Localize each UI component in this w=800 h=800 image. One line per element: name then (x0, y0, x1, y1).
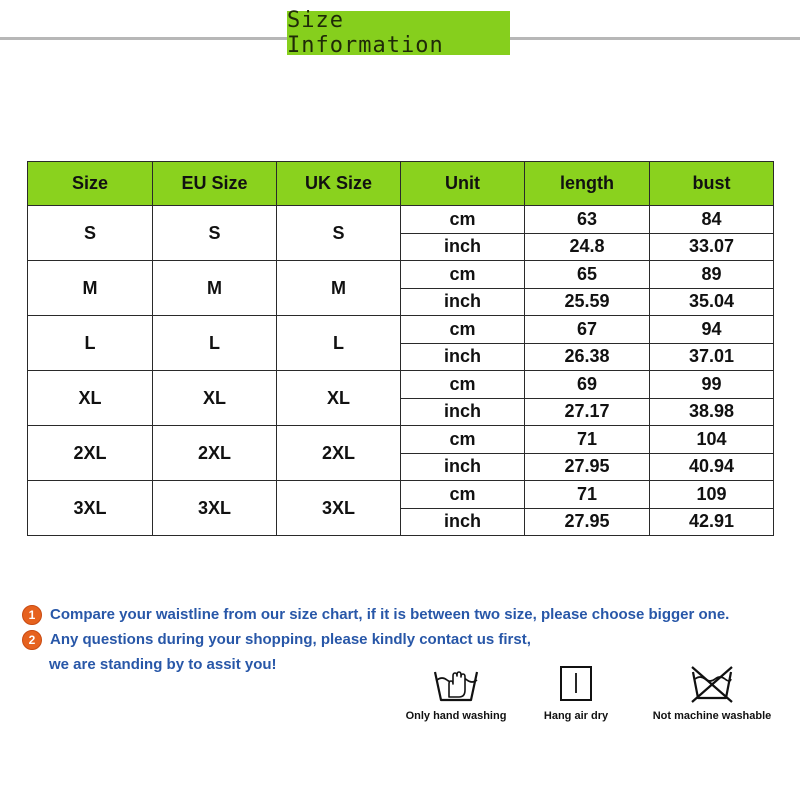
unit-cell: inch (401, 508, 525, 536)
note-3-text: we are standing by to assit you! (49, 656, 277, 673)
unit-cell: cm (401, 481, 525, 509)
bust-cell: 37.01 (650, 343, 774, 371)
length-cell: 65 (525, 261, 650, 289)
number-1-badge: 1 (22, 605, 42, 625)
header-bust: bust (650, 162, 774, 206)
unit-cell: cm (401, 206, 525, 234)
length-cell: 27.95 (525, 453, 650, 481)
header-length: length (525, 162, 650, 206)
unit-cell: inch (401, 453, 525, 481)
table-row (28, 206, 774, 234)
hang-dry-icon (556, 664, 596, 704)
eu-size-cell: S (153, 206, 277, 261)
bust-cell: 33.07 (650, 233, 774, 261)
unit-cell: inch (401, 343, 525, 371)
length-cell: 67 (525, 316, 650, 344)
uk-size-cell: L (277, 316, 401, 371)
table-row (28, 481, 774, 509)
header-unit: Unit (401, 162, 525, 206)
care-hang-dry (501, 664, 651, 722)
uk-size-cell: XL (277, 371, 401, 426)
eu-size-cell: 2XL (153, 426, 277, 481)
title-divider-left (0, 37, 287, 40)
page-title: Size Information (287, 11, 510, 55)
header-size: Size (28, 162, 153, 206)
hand-wash-label: Only hand washing (405, 710, 507, 722)
table-row (28, 371, 774, 399)
unit-cell: cm (401, 261, 525, 289)
size-cell: 3XL (28, 481, 153, 536)
unit-cell: cm (401, 426, 525, 454)
uk-size-cell: S (277, 206, 401, 261)
hang-dry-label: Hang air dry (543, 710, 609, 722)
bust-cell: 109 (650, 481, 774, 509)
size-cell: 2XL (28, 426, 153, 481)
unit-cell: inch (401, 288, 525, 316)
bust-cell: 89 (650, 261, 774, 289)
length-cell: 63 (525, 206, 650, 234)
number-2-badge: 2 (22, 630, 42, 650)
size-cell: S (28, 206, 153, 261)
eu-size-cell: L (153, 316, 277, 371)
unit-cell: cm (401, 316, 525, 344)
bust-cell: 94 (650, 316, 774, 344)
table-row (28, 316, 774, 344)
bust-cell: 84 (650, 206, 774, 234)
eu-size-cell: M (153, 261, 277, 316)
size-cell: L (28, 316, 153, 371)
no-machine-label: Not machine washable (652, 710, 772, 722)
note-1-text: Compare your waistline from our size chart, if it is between two size, please choose bigger one. (50, 606, 730, 623)
header-uk-size: UK Size (277, 162, 401, 206)
size-table (27, 161, 774, 536)
size-cell: M (28, 261, 153, 316)
length-cell: 27.17 (525, 398, 650, 426)
bust-cell: 99 (650, 371, 774, 399)
table-row (28, 261, 774, 289)
length-cell: 71 (525, 481, 650, 509)
note-2-text: Any questions during your shopping, please kindly contact us first, (50, 631, 531, 648)
no-machine-wash-icon (687, 664, 737, 704)
bust-cell: 104 (650, 426, 774, 454)
note-1 (22, 602, 729, 627)
length-cell: 26.38 (525, 343, 650, 371)
title-divider-right (510, 37, 800, 40)
uk-size-cell: M (277, 261, 401, 316)
table-header-row (28, 162, 774, 206)
unit-cell: inch (401, 233, 525, 261)
length-cell: 25.59 (525, 288, 650, 316)
hand-wash-icon (431, 664, 481, 704)
bust-cell: 38.98 (650, 398, 774, 426)
note-2 (22, 627, 729, 652)
length-cell: 69 (525, 371, 650, 399)
length-cell: 27.95 (525, 508, 650, 536)
size-cell: XL (28, 371, 153, 426)
length-cell: 71 (525, 426, 650, 454)
bust-cell: 42.91 (650, 508, 774, 536)
eu-size-cell: 3XL (153, 481, 277, 536)
unit-cell: inch (401, 398, 525, 426)
uk-size-cell: 3XL (277, 481, 401, 536)
table-row (28, 426, 774, 454)
uk-size-cell: 2XL (277, 426, 401, 481)
unit-cell: cm (401, 371, 525, 399)
header-eu-size: EU Size (153, 162, 277, 206)
eu-size-cell: XL (153, 371, 277, 426)
length-cell: 24.8 (525, 233, 650, 261)
bust-cell: 40.94 (650, 453, 774, 481)
bust-cell: 35.04 (650, 288, 774, 316)
care-no-machine (637, 664, 787, 722)
